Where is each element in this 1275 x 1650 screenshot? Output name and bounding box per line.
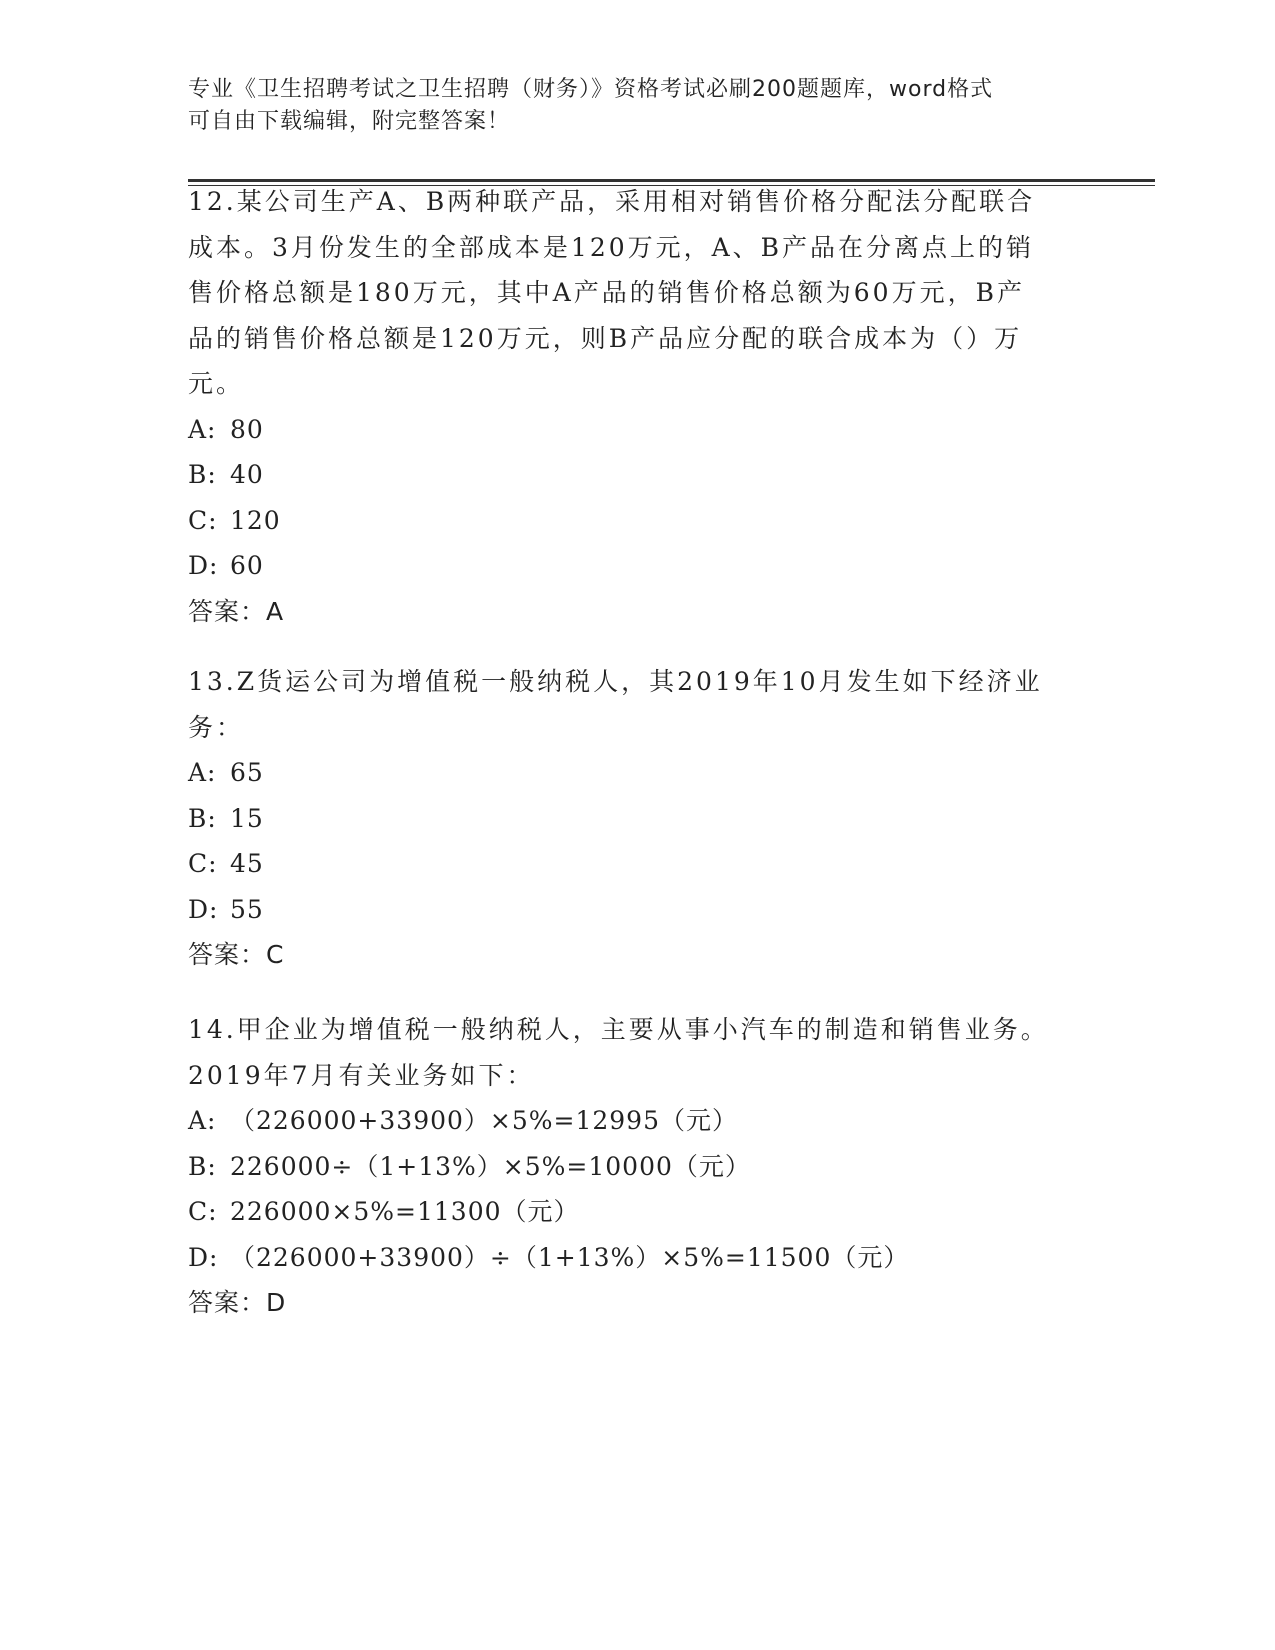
question-text-line: 售价格总额是180万元，其中A产品的销售价格总额为60万元，B产 [188, 278, 1025, 307]
question-text-line: 成本。3月份发生的全部成本是120万元，A、B产品在分离点上的销 [188, 232, 1035, 262]
option-key: D: [188, 1242, 219, 1272]
option-b [188, 1144, 1088, 1190]
option-text: 80 [230, 414, 264, 444]
option-key: A: [188, 758, 217, 787]
option-d [188, 543, 1088, 589]
option-key: D: [188, 894, 219, 924]
option-c [188, 1189, 1088, 1235]
option-text: 226000×5%=11300（元） [230, 1197, 580, 1226]
option-key: B: [188, 803, 217, 833]
option-key: D: [188, 551, 219, 580]
option-b [188, 796, 1088, 842]
question-12 [188, 179, 1088, 634]
answer-line: 答案：A [188, 596, 285, 626]
header-line-1: 专业《卫生招聘考试之卫生招聘（财务）》资格考试必刷200题题库，word格式 [188, 77, 994, 102]
option-text: 120 [230, 505, 281, 535]
option-text: 45 [230, 849, 264, 878]
option-key: C: [188, 849, 218, 878]
option-key: B: [188, 460, 217, 489]
option-c [188, 498, 1088, 544]
option-text: （226000+33900）÷（1+13%）×5%=11500（元） [230, 1242, 910, 1272]
option-text: 60 [230, 551, 264, 580]
option-text: 15 [230, 803, 264, 833]
option-key: A: [188, 1106, 217, 1135]
question-text-line: 元。 [188, 369, 245, 398]
header-line-2: 可自由下载编辑，附完整答案！ [188, 109, 511, 134]
option-text: （226000+33900）×5%=12995（元） [230, 1106, 738, 1135]
option-a [188, 1098, 1088, 1144]
question-14 [188, 1007, 1088, 1326]
question-text-line: 2019年7月有关业务如下： [188, 1060, 535, 1090]
option-text: 55 [230, 894, 264, 924]
option-key: C: [188, 1197, 218, 1226]
option-text: 65 [230, 758, 264, 787]
answer-line: 答案：D [188, 1288, 287, 1317]
option-d [188, 1235, 1088, 1281]
option-a [188, 407, 1088, 453]
option-c [188, 841, 1088, 887]
question-text-line: 品的销售价格总额是120万元，则B产品应分配的联合成本为（）万 [188, 323, 1023, 353]
question-text-line: 13.Z货运公司为增值税一般纳税人，其2019年10月发生如下经济业 [188, 667, 1043, 696]
document-header [188, 74, 1068, 138]
option-a [188, 750, 1088, 796]
option-d [188, 887, 1088, 933]
question-text-line: 14.甲企业为增值税一般纳税人，主要从事小汽车的制造和销售业务。 [188, 1015, 1049, 1044]
question-13 [188, 659, 1088, 978]
question-text-line: 务： [188, 712, 245, 742]
option-text: 40 [230, 460, 264, 489]
option-text: 226000÷（1+13%）×5%=10000（元） [230, 1151, 751, 1181]
option-b [188, 452, 1088, 498]
question-text-line: 12.某公司生产A、B两种联产品，采用相对销售价格分配法分配联合 [188, 187, 1036, 216]
option-key: B: [188, 1151, 217, 1181]
option-key: C: [188, 505, 218, 535]
option-key: A: [188, 414, 217, 444]
answer-line: 答案：C [188, 940, 285, 969]
